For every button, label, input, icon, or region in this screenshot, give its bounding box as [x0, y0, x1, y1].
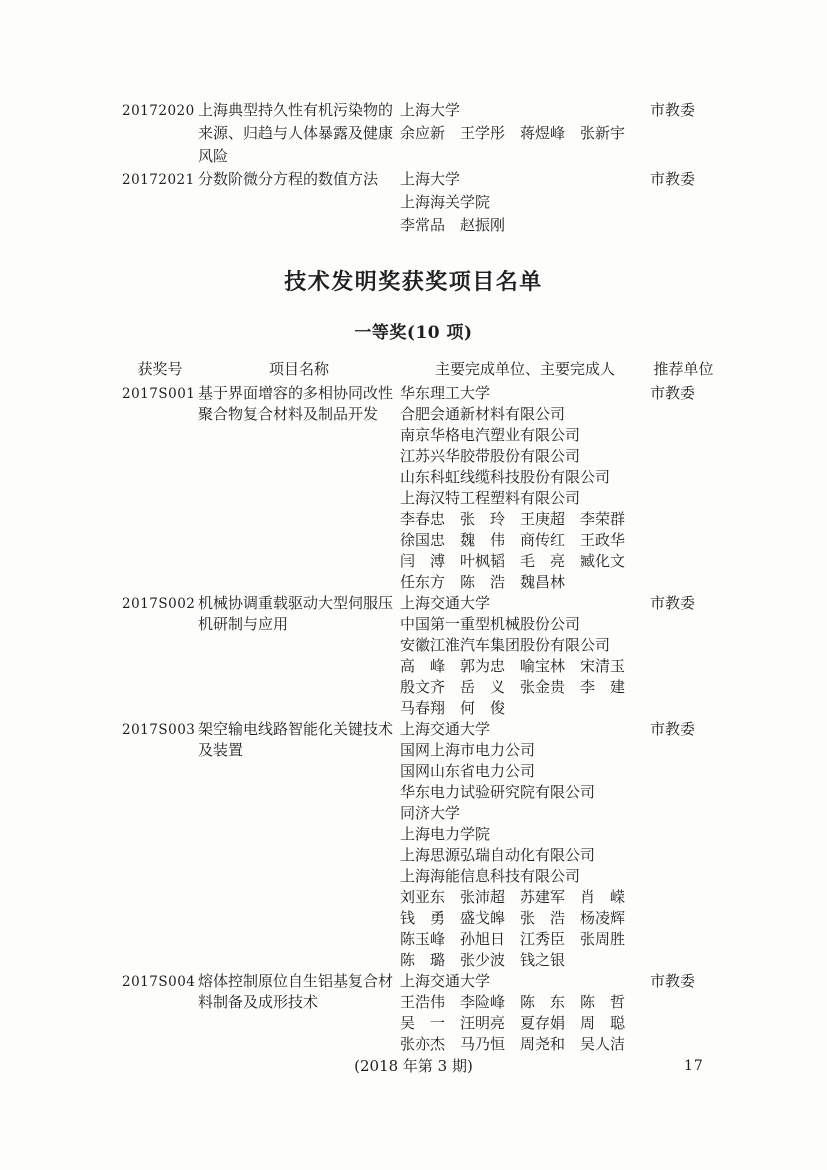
column-header-project-name: 项目名称 [268, 360, 329, 378]
award-id: 20172020 [122, 103, 195, 119]
section-title: 技术发明奖获奖项目名单 [284, 269, 543, 295]
table-row [122, 971, 717, 1055]
award-id: 20172021 [122, 172, 195, 188]
previous-section-table [122, 99, 717, 237]
project-name: 机械协调重载驱动大型伺服压 机研制与应用 [198, 594, 394, 633]
completers: 华东理工大学 合肥会通新材料有限公司 南京华格电汽塑业有限公司 江苏兴华胶带股份有限公司 山东科虹线缆科技股份有限公司 上海汉特工程塑料有限公司 李春忠 张 玲 王庚超 李荣群 徐国忠 魏 伟 商传红 王政华 闫 溥 叶枫韬 毛 亮 臧化文 任东方 陈 浩 魏昌林 [400, 384, 626, 591]
recommender: 市教委 [650, 720, 696, 738]
table-row [122, 383, 717, 593]
completers: 上海大学 上海海关学院 李常品 赵振刚 [400, 170, 506, 234]
recommender: 市教委 [650, 972, 696, 990]
project-name: 基于界面增容的多相协同改性 聚合物复合材料及制品开发 [198, 384, 394, 423]
table-row [122, 168, 717, 237]
completers: 上海交通大学 王浩伟 李险峰 陈 东 陈 哲 吴 一 汪明亮 夏存娟 周 聪 张亦杰 马乃恒 周尧和 吴人洁 [400, 972, 626, 1053]
page-footer [0, 1056, 827, 1076]
table-row [122, 593, 717, 719]
column-header-recommender: 推荐单位 [653, 360, 714, 378]
section-subtitle: 一等奖(10 项) [354, 323, 473, 343]
award-id: 2017S002 [122, 596, 196, 612]
recommender: 市教委 [650, 594, 696, 612]
column-header-award-id: 获奖号 [137, 360, 183, 378]
table-row [122, 719, 717, 971]
table-row [122, 99, 717, 168]
table-header-row [122, 359, 717, 380]
project-name: 架空输电线路智能化关键技术 及装置 [198, 720, 394, 759]
award-id: 2017S001 [122, 386, 196, 402]
project-name: 熔体控制原位自生铝基复合材 料制备及成形技术 [198, 972, 394, 1011]
project-name: 上海典型持久性有机污染物的 来源、归趋与人体暴露及健康 风险 [198, 101, 394, 165]
completers: 上海交通大学 中国第一重型机械股份公司 安徽江淮汽车集团股份有限公司 高 峰 郭为忠 喻宝林 宋清玉 殷文齐 岳 义 张金贵 李 建 马春翔 何 俊 [400, 594, 626, 717]
award-table [122, 383, 717, 1055]
award-id: 2017S003 [122, 722, 196, 738]
award-id: 2017S004 [122, 974, 196, 990]
recommender: 市教委 [650, 384, 696, 402]
completers: 上海大学 余应新 王学彤 蒋煜峰 张新宇 [400, 101, 626, 142]
completers: 上海交通大学 国网上海市电力公司 国网山东省电力公司 华东电力试验研究院有限公司 同济大学 上海电力学院 上海思源弘瑞自动化有限公司 上海海能信息科技有限公司 刘亚东 张沛超 苏建军 肖 嵘 钱 勇 盛戈皞 张 浩 杨凌辉 陈玉峰 孙旭日 江秀臣 张周胜 陈 璐 张少波 钱之银 [400, 720, 626, 969]
column-header-completers: 主要完成单位、主要完成人 [434, 360, 615, 378]
project-name: 分数阶微分方程的数值方法 [198, 170, 379, 188]
footer-issue-label: (2018 年第 3 期) [354, 1057, 473, 1075]
recommender: 市教委 [650, 170, 696, 188]
recommender: 市教委 [650, 101, 696, 119]
page-number: 17 [684, 1058, 704, 1074]
